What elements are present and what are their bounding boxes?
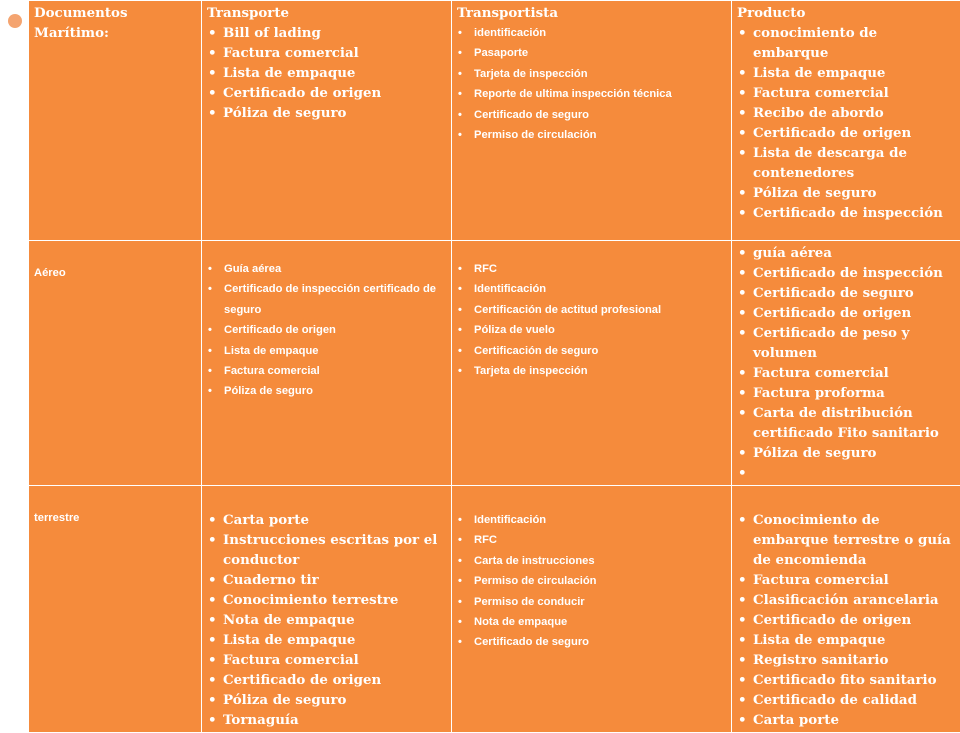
header-transportista: Transportista xyxy=(457,3,725,23)
list-item: • Certificado de seguro xyxy=(457,105,725,125)
list-item: • Factura comercial xyxy=(737,363,954,383)
cell-mode-terrestre xyxy=(29,486,202,733)
cell-transportista-aereo xyxy=(452,241,732,486)
row-label-aereo: Aéreo xyxy=(34,243,195,283)
list-item xyxy=(737,463,954,483)
list-item: • Factura comercial xyxy=(737,570,954,590)
list-item: • Permiso de circulación xyxy=(457,571,725,591)
list-item: • Recibo de abordo xyxy=(737,103,954,123)
row-label-terrestre: terrestre xyxy=(34,488,195,528)
list-item: • Póliza de seguro xyxy=(737,183,954,203)
list-item: • guía aérea xyxy=(737,243,954,263)
list-item: • Carta porte xyxy=(737,710,954,730)
list-item: • Lista de empaque xyxy=(737,630,954,650)
list-item: • Certificado de origen xyxy=(207,320,445,340)
cell-mode-aereo xyxy=(29,241,202,486)
list-transporte-maritimo xyxy=(207,23,445,123)
cell-transportista-maritimo xyxy=(452,1,732,241)
cell-transporte-terrestre xyxy=(202,486,452,733)
list-item: • Certificado de origen xyxy=(207,83,445,103)
list-producto-aereo xyxy=(737,243,954,483)
list-item: • Certificado de peso y volumen xyxy=(737,323,954,363)
list-item: • Póliza de vuelo xyxy=(457,320,725,340)
list-item: • RFC xyxy=(457,530,725,550)
list-item: • Carta porte xyxy=(207,510,445,530)
list-item: • Identificación xyxy=(457,510,725,530)
table-row-terrestre xyxy=(29,486,960,733)
list-item: • Carta de distribución certificado Fito sanitario xyxy=(737,403,954,443)
list-item: • Lista de empaque xyxy=(207,63,445,83)
cell-mode-maritimo xyxy=(29,1,202,241)
header-transporte: Transporte xyxy=(207,3,445,23)
list-item: • Tarjeta de inspección xyxy=(457,64,725,84)
list-item: • Nota de empaque xyxy=(207,610,445,630)
list-item: • Certificado de origen xyxy=(737,123,954,143)
list-item: • Factura comercial xyxy=(207,43,445,63)
cell-transporte-maritimo xyxy=(202,1,452,241)
list-item: • conocimiento de embarque xyxy=(737,23,954,63)
documents-table xyxy=(28,0,960,733)
list-item: • Certificado de inspección certificado de seguro xyxy=(207,279,445,320)
header-documentos-maritimo: Documentos Marítimo: xyxy=(34,3,195,43)
list-item: • Certificado de seguro xyxy=(457,632,725,652)
list-item: • Certificado de seguro xyxy=(737,283,954,303)
list-item: • Nota de empaque xyxy=(457,612,725,632)
list-item: • Lista de empaque xyxy=(207,630,445,650)
list-item: • Certificado de origen xyxy=(737,610,954,630)
cell-producto-maritimo xyxy=(732,1,960,241)
list-item: • Identificación xyxy=(457,279,725,299)
cell-producto-aereo xyxy=(732,241,960,486)
list-item: • Instrucciones escritas por el conductor xyxy=(207,530,445,570)
cell-transporte-aereo xyxy=(202,241,452,486)
list-item: • Póliza de seguro xyxy=(207,690,445,710)
list-transportista-terrestre xyxy=(457,510,725,653)
list-item: • Registro sanitario xyxy=(737,650,954,670)
list-item: • Factura comercial xyxy=(737,83,954,103)
cell-transportista-terrestre xyxy=(452,486,732,733)
list-item: • Certificación de actitud profesional xyxy=(457,300,725,320)
table-row-aereo xyxy=(29,241,960,486)
list-item: • Lista de empaque xyxy=(737,63,954,83)
list-item: • Certificado de origen xyxy=(207,670,445,690)
list-producto-terrestre xyxy=(737,510,954,730)
list-item: • Factura comercial xyxy=(207,361,445,381)
list-item: • Permiso de circulación xyxy=(457,125,725,145)
list-item: • Certificado fito sanitario xyxy=(737,670,954,690)
list-item: • RFC xyxy=(457,259,725,279)
list-item: • Pasaporte xyxy=(457,43,725,63)
list-item: • Póliza de seguro xyxy=(207,103,445,123)
list-item: • Cuaderno tir xyxy=(207,570,445,590)
list-item: • Factura comercial xyxy=(207,650,445,670)
list-item: • Conocimiento de embarque terrestre o guía de encomienda xyxy=(737,510,954,570)
header-producto: Producto xyxy=(737,3,954,23)
list-item: • Clasificación arancelaria xyxy=(737,590,954,610)
list-item: • Conocimiento terrestre xyxy=(207,590,445,610)
list-item: • Póliza de seguro xyxy=(207,381,445,401)
table-row-maritimo xyxy=(29,1,960,241)
list-item: • Póliza de seguro xyxy=(737,443,954,463)
list-item: • Certificado de origen xyxy=(737,303,954,323)
list-item: • Carta de instrucciones xyxy=(457,551,725,571)
list-item: • identificación xyxy=(457,23,725,43)
list-item: • Tarjeta de inspección xyxy=(457,361,725,381)
list-item: • Certificado de inspección xyxy=(737,203,954,223)
list-item: • Lista de descarga de contenedores xyxy=(737,143,954,183)
list-transporte-aereo xyxy=(207,259,445,402)
list-transporte-terrestre xyxy=(207,510,445,730)
list-item: • Reporte de ultima inspección técnica xyxy=(457,84,725,104)
list-item: • Factura proforma xyxy=(737,383,954,403)
list-item: • Tornaguía xyxy=(207,710,445,730)
list-item: • Certificación de seguro xyxy=(457,341,725,361)
list-item: • Certificado de inspección xyxy=(737,263,954,283)
list-item: • Guía aérea xyxy=(207,259,445,279)
list-producto-maritimo xyxy=(737,23,954,223)
list-transportista-aereo xyxy=(457,259,725,381)
list-item: • Certificado de calidad xyxy=(737,690,954,710)
list-transportista-maritimo xyxy=(457,23,725,145)
list-item: • Permiso de conducir xyxy=(457,592,725,612)
slide-left-margin xyxy=(0,0,28,720)
list-item: • Lista de empaque xyxy=(207,341,445,361)
list-item: • Bill of lading xyxy=(207,23,445,43)
decorative-circle xyxy=(8,14,22,28)
cell-producto-terrestre xyxy=(732,486,960,733)
